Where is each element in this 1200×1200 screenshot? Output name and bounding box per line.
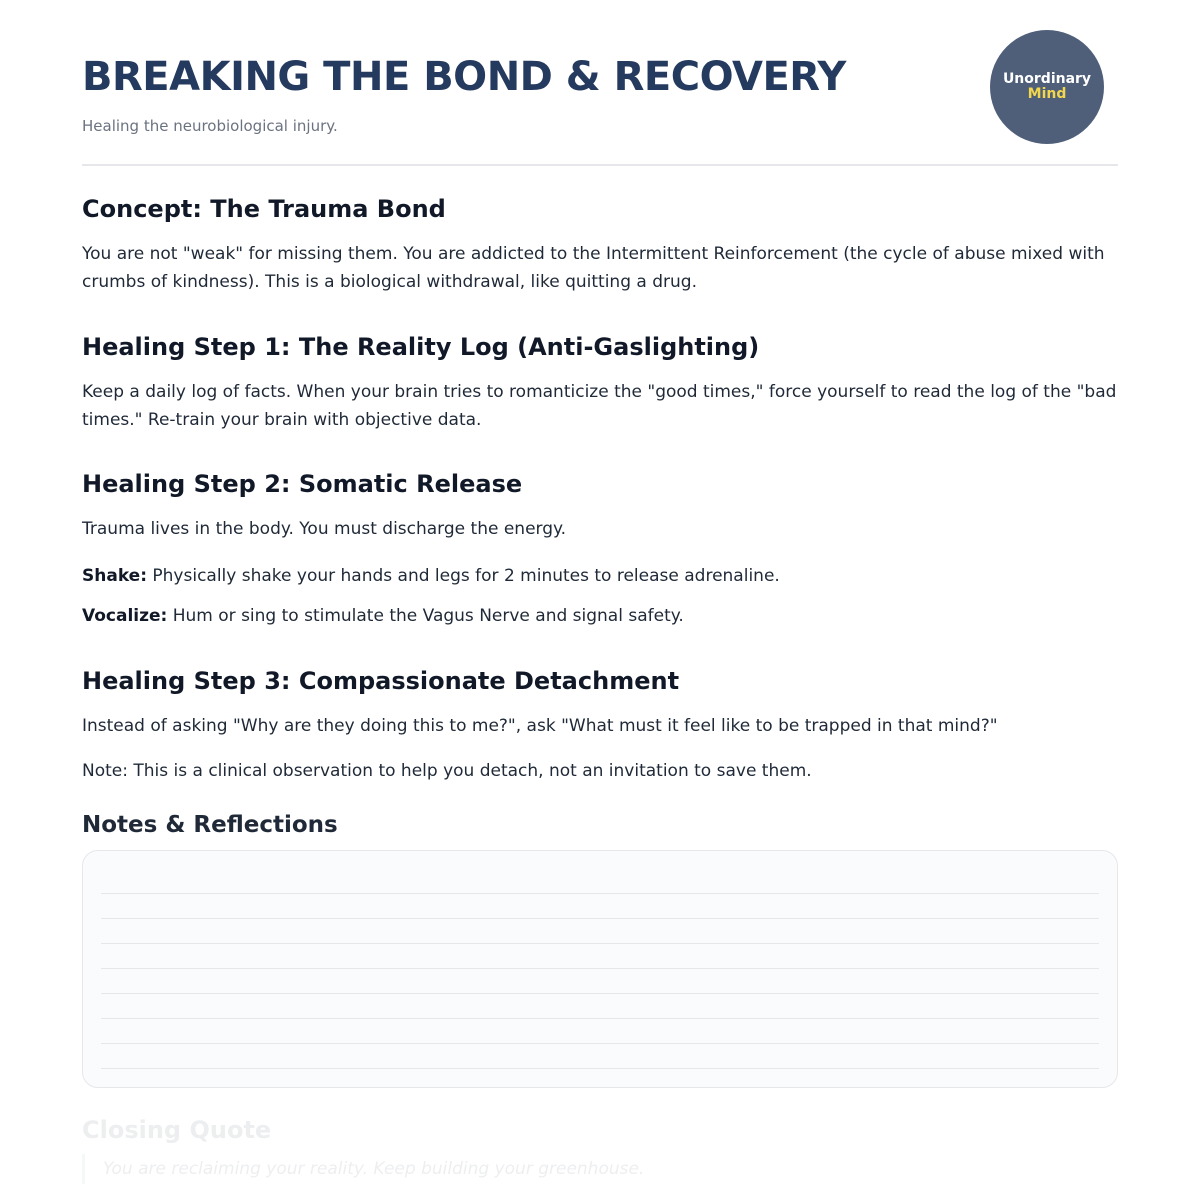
logo-text-line1: Unordinary (1002, 71, 1092, 87)
unordinary-mind-logo (990, 30, 1104, 144)
ruled-line (101, 893, 1099, 894)
item-label: Vocalize: (82, 606, 168, 626)
ruled-line (101, 943, 1099, 944)
ruled-line (101, 1018, 1099, 1019)
section-heading-somatic-release: Healing Step 2: Somatic Release (82, 470, 523, 498)
section-body-detachment: Instead of asking "Why are they doing this to me?", ask "What must it feel like to be trapped in that mind?" (82, 716, 998, 736)
ruled-line (101, 993, 1099, 994)
ruled-line (101, 1043, 1099, 1044)
section-heading-detachment: Healing Step 3: Compassionate Detachment (82, 667, 680, 695)
ruled-line (101, 1068, 1099, 1069)
page-subtitle: Healing the neurobiological injury. (82, 117, 338, 135)
header (82, 0, 1118, 166)
ruled-line (101, 968, 1099, 969)
list-item-vocalize (82, 602, 1118, 630)
ruled-line (101, 918, 1099, 919)
worksheet-page (82, 0, 1118, 1200)
closing-quote: You are reclaiming your reality. Keep building your greenhouse. (82, 1154, 1118, 1184)
section-body-reality-log: Keep a daily log of facts. When your brain tries to romanticize the "good times," force yourself to read the log of the "bad times." Re-train your brain with objective data. (82, 382, 1117, 430)
section-body-trauma-bond: You are not "weak" for missing them. You are addicted to the Intermittent Reinforcement (the cycle of abuse mixed with crumbs of kindness). This is a biological withdrawal, like quitting a drug. (82, 244, 1105, 292)
logo-text-line2: Mind (1027, 86, 1067, 102)
item-text: Hum or sing to stimulate the Vagus Nerve and signal safety. (167, 606, 684, 626)
page-title: BREAKING THE BOND & RECOVERY (82, 54, 846, 100)
closing-heading: Closing Quote (82, 1116, 272, 1144)
section-heading-trauma-bond: Concept: The Trauma Bond (82, 195, 446, 223)
item-text: Physically shake your hands and legs for 2 minutes to release adrenaline. (147, 566, 780, 586)
section-body-somatic-release: Trauma lives in the body. You must discharge the energy. (82, 519, 567, 539)
notes-writing-area[interactable] (82, 850, 1118, 1088)
section-heading-reality-log: Healing Step 1: The Reality Log (Anti-Gaslighting) (82, 333, 760, 361)
notes-heading: Notes & Reflections (82, 812, 338, 838)
section-note-detachment: Note: This is a clinical observation to help you detach, not an invitation to save them. (82, 761, 812, 781)
list-item-shake (82, 562, 1118, 590)
item-label: Shake: (82, 566, 147, 586)
